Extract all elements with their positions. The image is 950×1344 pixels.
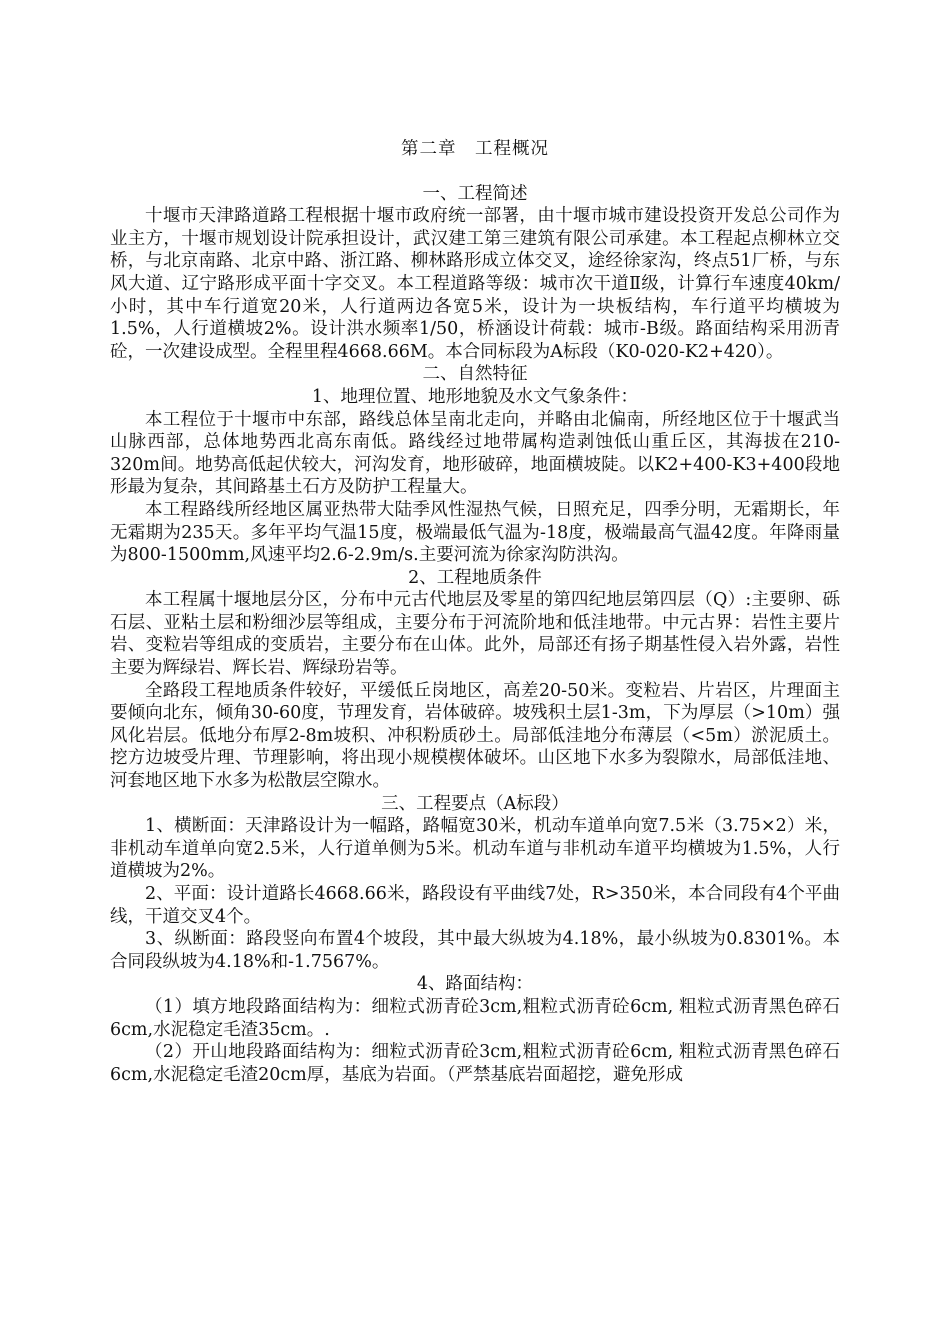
document-page	[110, 138, 840, 1086]
subheading-geology: 2、工程地质条件	[408, 567, 542, 588]
chapter-title: 第二章 工程概况	[401, 139, 549, 159]
section-heading-natural: 二、自然特征	[422, 364, 528, 385]
subheading-pavement: 4、路面结构：	[416, 974, 534, 995]
geography-paragraph: 本工程位于十堰市中东部，路线总体呈南北走向，并略由北偏南，所经地区位于十堰武当山脉西部，总体地势西北高东南低。路线经过地带属构造剥蚀低山重丘区，其海拔在210-320m间。地势高低起伏较大，河沟发育，地形破碎，地面横坡陡。以K2+400-K3+400段地形最为复杂，其间路基土石方及防护工程量大。	[110, 409, 840, 498]
subheading-geography: 1、地理位置、地形地貌及水文气象条件：	[311, 386, 639, 407]
section-heading-overview: 一、工程简述	[422, 183, 528, 204]
geology-paragraph-2: 全路段工程地质条件较好，平缓低丘岗地区，高差20-50米。变粒岩、片岩区，片理面主要倾向北东，倾角30-60度，节理发育，岩体破碎。坡残积土层1-3m，下为厚层（>10m）强风化岩层。低地分布厚2-8m坡积、冲积粉质砂土。局部低洼地分布薄层（<5m）淤泥质土。挖方边坡受片理、节理影响，将出现小规模楔体破坏。山区地下水多为裂隙水，局部低洼地、河套地区地下水多为松散层空隙水。	[110, 680, 840, 792]
pavement-cut-paragraph: （2）开山地段路面结构为：细粒式沥青砼3cm,粗粒式沥青砼6cm, 粗粒式沥青黑色碎石6cm,水泥稳定毛渣20cm厚，基底为岩面。（严禁基底岩面超挖，避免形成	[110, 1042, 840, 1085]
geology-paragraph-1: 本工程属十堰地层分区，分布中元古代地层及零星的第四纪地层第四层（Q）:主要卵、砾石层、亚粘土层和粉细沙层等组成，主要分布于河流阶地和低洼地带。中元古界：岩性主要片岩、变粒岩等组成的变质岩，主要分布在山体。此外，局部还有扬子期基性侵入岩外露，岩性主要为辉绿岩、辉长岩、辉绿玢岩等。	[110, 590, 840, 679]
pavement-fill-paragraph: （1）填方地段路面结构为：细粒式沥青砼3cm,粗粒式沥青砼6cm, 粗粒式沥青黑色碎石6cm,水泥稳定毛渣35cm。.	[110, 996, 840, 1040]
section-heading-keypoints: 三、工程要点（A标段）	[381, 793, 569, 814]
climate-paragraph: 本工程路线所经地区属亚热带大陆季风性湿热气候，日照充足，四季分明，无霜期长，年无霜期为235天。多年平均气温15度，极端最低气温为-18度，极端最高气温42度。年降雨量为800-1500mm,风速平均2.6-2.9m/s.主要河流为徐家沟防洪沟。	[110, 499, 840, 566]
overview-paragraph: 十堰市天津路道路工程根据十堰市政府统一部署，由十堰市城市建设投资开发总公司作为业主方，十堰市规划设计院承担设计，武汉建工第三建筑有限公司承建。本工程起点柳林立交桥，与北京南路、北京中路、浙江路、柳林路形成立体交叉，途经徐家沟，终点51厂桥，与东风大道、辽宁路形成平面十字交叉。本工程道路等级：城市次干道Ⅱ级，计算行车速度40km/小时，其中车行道宽20米，人行道两边各宽5米，设计为一块板结构，车行道平均横坡为1.5%，人行道横坡2%。设计洪水频率1/50，桥涵设计荷载：城市-B级。路面结构采用沥青砼，一次建设成型。全程里程4668.66M。本合同标段为A标段（K0-020-K2+420）。	[110, 206, 840, 362]
cross-section-paragraph: 1、横断面：天津路设计为一幅路，路幅宽30米，机动车道单向宽7.5米（3.75×2）米，非机动车道单向宽2.5米，人行道单侧为5米。机动车道与非机动车道平均横坡为1.5%，人行道横坡为2%。	[110, 816, 840, 882]
profile-paragraph: 3、纵断面：路段竖向布置4个坡段，其中最大纵坡为4.18%，最小纵坡为0.8301%。本合同段纵坡为4.18%和-1.7567%。	[110, 929, 840, 972]
plan-paragraph: 2、平面：设计道路长4668.66米，路段设有平曲线7处，R>350米，本合同段有4个平曲线，干道交叉4个。	[110, 884, 840, 927]
